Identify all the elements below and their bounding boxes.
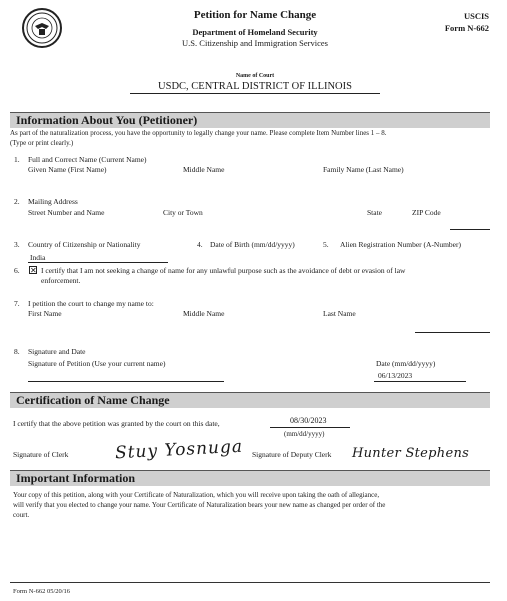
section-header-petitioner	[10, 112, 490, 128]
form-edition: Form N-662 05/20/16	[13, 588, 71, 595]
state-label: State	[367, 208, 382, 217]
country-value: India	[30, 253, 46, 262]
country-field[interactable]	[28, 262, 168, 263]
item-number: 7.	[14, 299, 20, 308]
certify-text-1: I certify that I am not seeking a change of name for any unlawful purpose such as the avoidance of debt or evasion of law	[41, 266, 406, 275]
agency-name: U.S. Citizenship and Immigration Services	[182, 38, 328, 48]
section-header-important	[10, 470, 490, 486]
last-name-label: Last Name	[323, 309, 356, 318]
item-number: 2.	[14, 197, 20, 206]
signature-field[interactable]	[28, 381, 224, 382]
item-label: Date of Birth (mm/dd/yyyy)	[210, 240, 295, 249]
form-id-block	[445, 10, 489, 34]
item-number: 3.	[14, 240, 20, 249]
info-text-2: will verify that you elected to change your name. Your Certificate of Naturalization bears your new name as changed per order of the	[13, 501, 386, 509]
date-label: Date (mm/dd/yyyy)	[376, 359, 436, 368]
item-number: 4.	[197, 240, 203, 249]
court-name-field[interactable]: USDC, CENTRAL DISTRICT OF ILLINOIS	[130, 81, 380, 94]
zip-field[interactable]	[450, 229, 490, 230]
dhs-seal-icon	[22, 8, 62, 48]
eagle-seal-graphic	[25, 11, 59, 45]
deputy-clerk-signature: Hunter Stephens	[352, 446, 470, 461]
section-title: Important Information	[16, 471, 135, 485]
item-label: Full and Correct Name (Current Name)	[28, 155, 147, 164]
intro-text-2: (Type or print clearly.)	[10, 139, 74, 147]
clerk-label: Signature of Clerk	[13, 450, 69, 459]
section-title: Certification of Name Change	[16, 393, 170, 407]
court-label: Name of Court	[235, 73, 275, 79]
clerk-signature: Stuy Yosnuga	[114, 436, 244, 464]
item-number: 5.	[323, 240, 329, 249]
certify-statement: I certify that the above petition was granted by the court on this date,	[13, 419, 220, 428]
middle-name-label: Middle Name	[183, 309, 225, 318]
info-text-1: Your copy of this petition, along with your Certificate of Naturalization, which you will receive upon taking the oath of allegiance,	[13, 491, 380, 499]
granted-date-field[interactable]	[270, 427, 350, 428]
granted-date-value: 08/30/2023	[290, 416, 327, 425]
city-label: City or Town	[163, 208, 203, 217]
item-label: Alien Registration Number (A-Number)	[340, 240, 462, 249]
item-label: Signature and Date	[28, 347, 86, 356]
given-name-label: Given Name (First Name)	[28, 165, 107, 174]
middle-name-label: Middle Name	[183, 165, 225, 174]
certify-checkbox[interactable]: ✕	[30, 266, 37, 275]
item-number: 8.	[14, 347, 20, 356]
department-name: Department of Homeland Security	[192, 27, 318, 37]
item-number: 1.	[14, 155, 20, 164]
certify-text-2: enforcement.	[41, 276, 81, 285]
intro-text-1: As part of the naturalization process, you have the opportunity to legally change your name. Please complete Item Number lines 1 – 8.	[10, 129, 387, 137]
date-field[interactable]	[374, 381, 466, 382]
street-label: Street Number and Name	[28, 208, 105, 217]
item-number: 6.	[14, 266, 20, 275]
first-name-label: First Name	[28, 309, 62, 318]
item-label: Mailing Address	[28, 197, 78, 206]
agency-abbrev: USCIS	[463, 11, 489, 21]
zip-label: ZIP Code	[412, 208, 441, 217]
form-number: Form N-662	[444, 23, 489, 33]
section-title: Information About You (Petitioner)	[16, 113, 198, 127]
info-text-3: court.	[13, 511, 30, 519]
form-title: Petition for Name Change	[193, 9, 317, 21]
deputy-clerk-label: Signature of Deputy Clerk	[252, 450, 332, 459]
footer-divider	[10, 582, 490, 583]
last-name-field[interactable]	[415, 332, 490, 333]
signature-label: Signature of Petition (Use your current name)	[28, 359, 166, 368]
item-label: I petition the court to change my name to:	[28, 299, 154, 308]
item-label: Country of Citizenship or Nationality	[28, 240, 141, 249]
section-header-certification	[10, 392, 490, 408]
family-name-label: Family Name (Last Name)	[323, 165, 404, 174]
date-format-label: (mm/dd/yyyy)	[284, 430, 325, 438]
date-value: 06/13/2023	[378, 371, 413, 380]
